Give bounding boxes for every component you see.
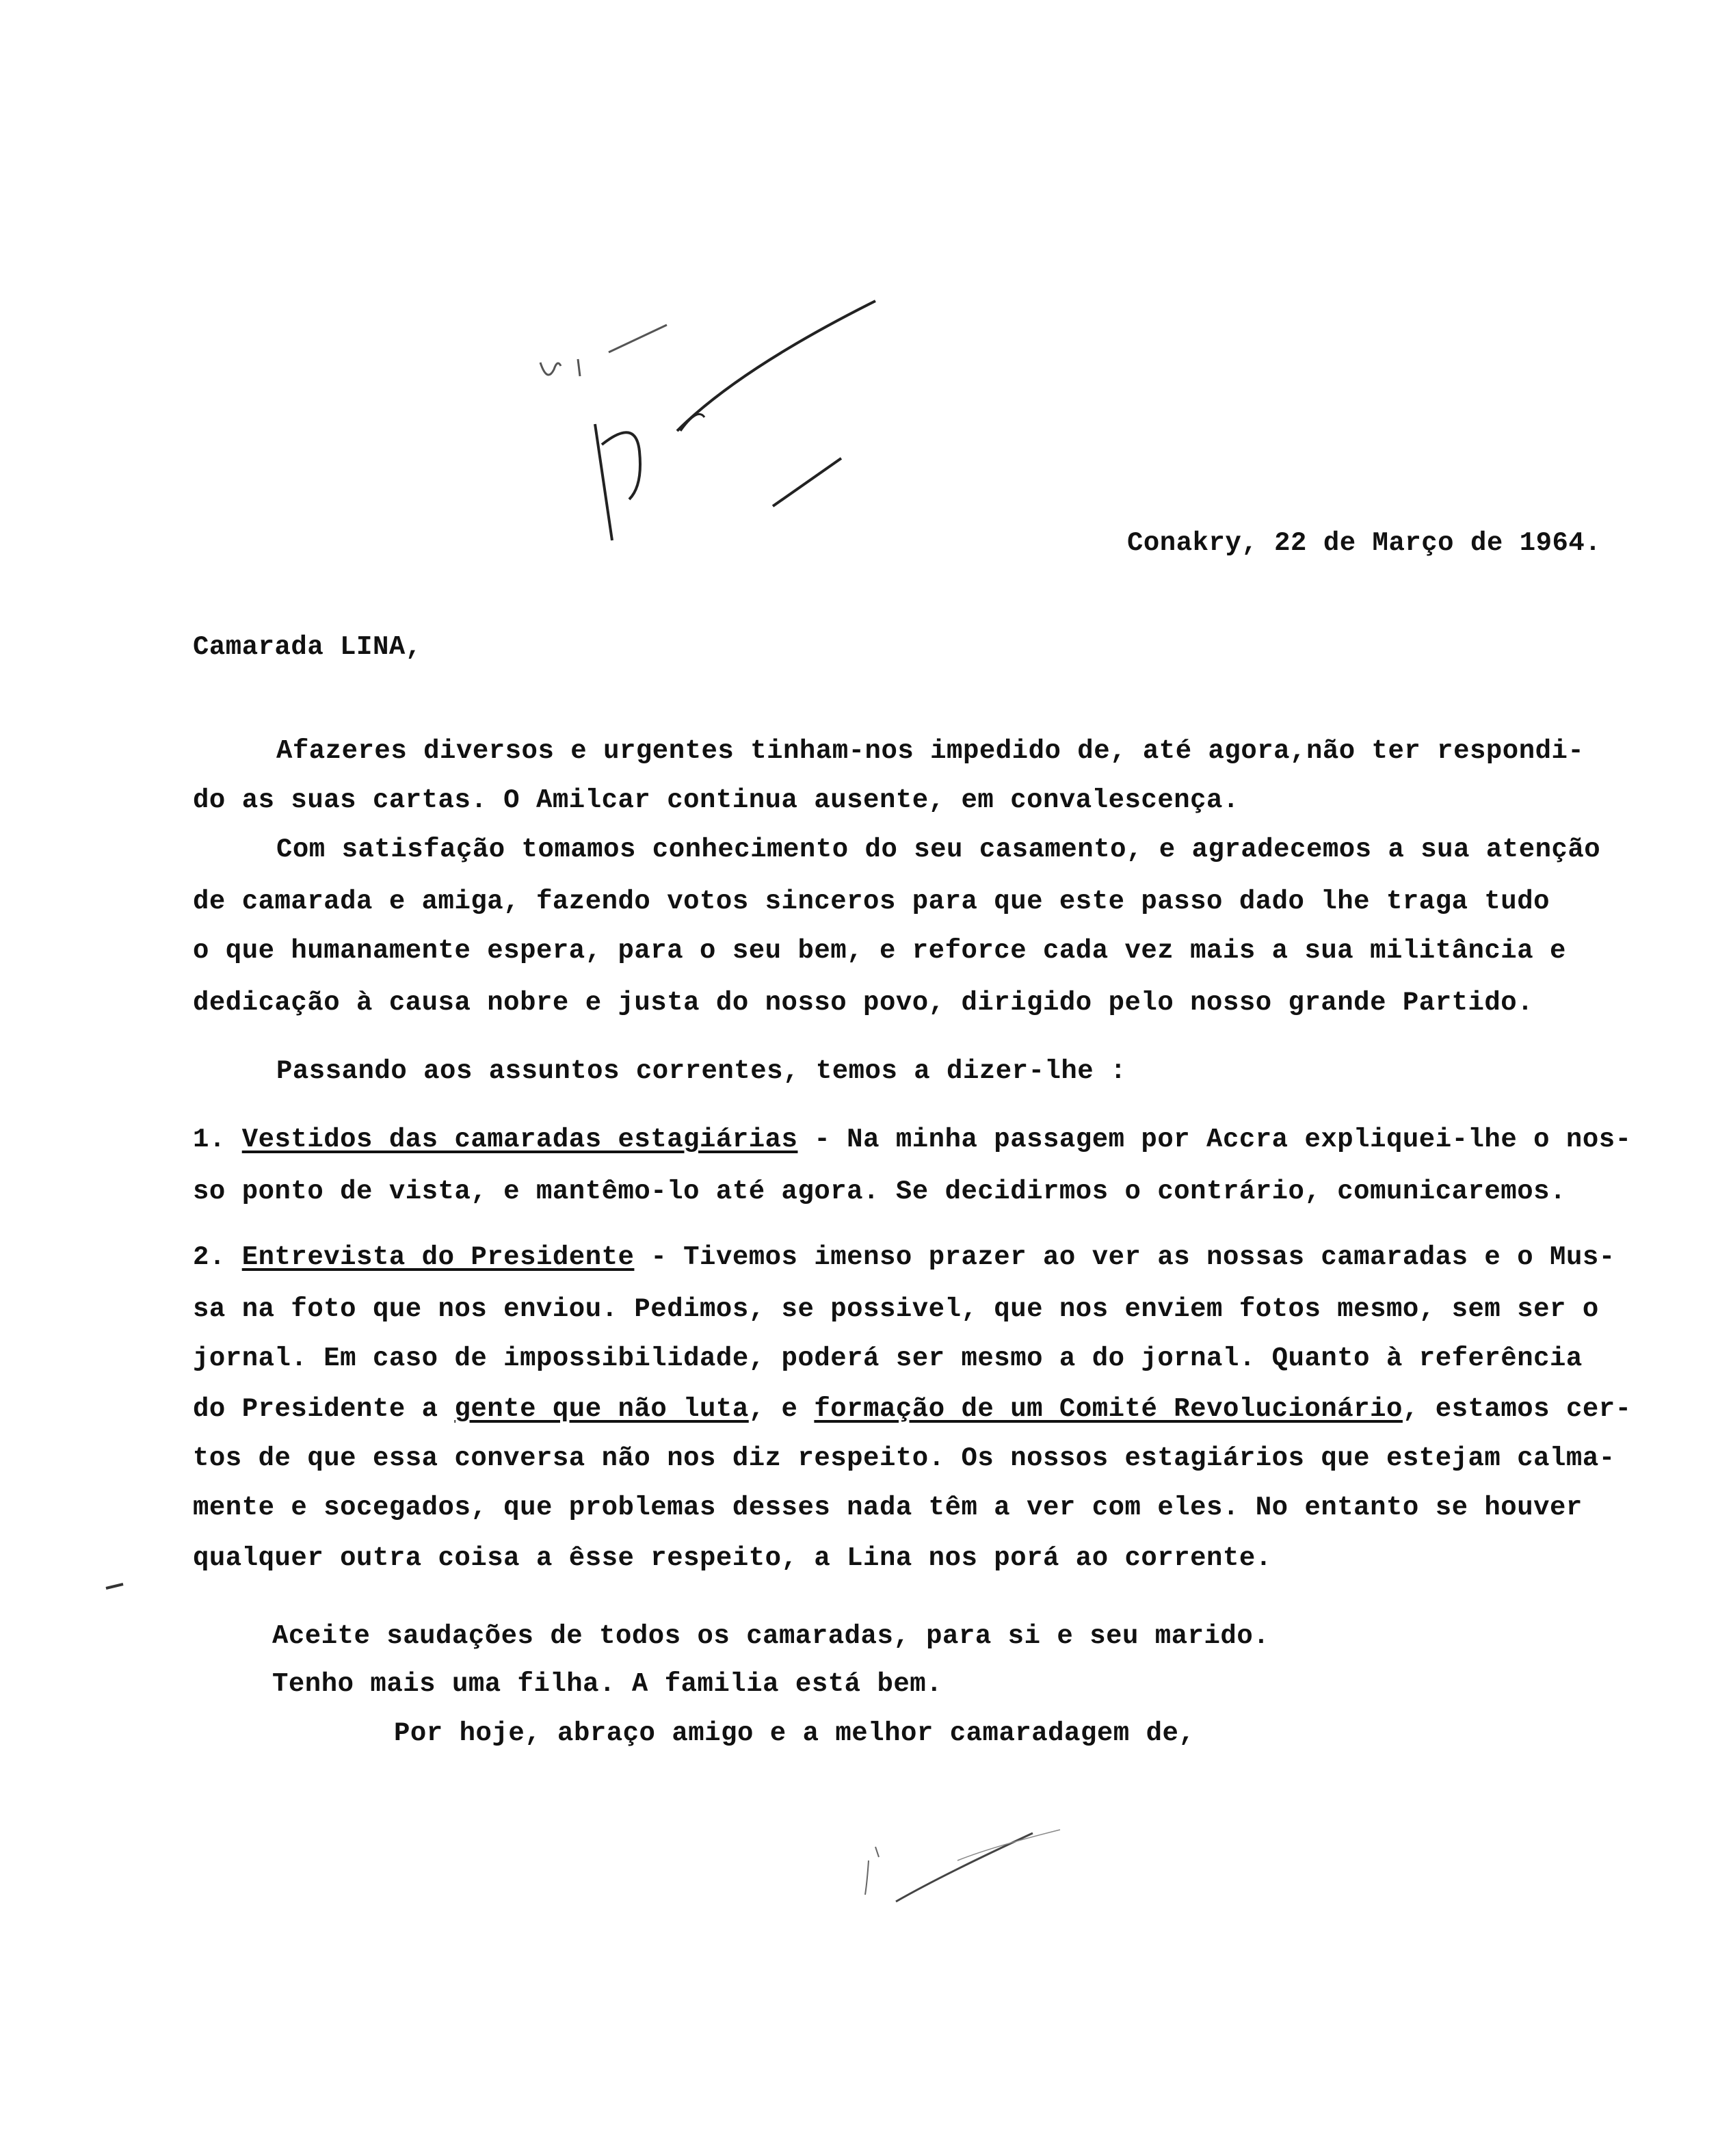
annotation-stroke-4 (595, 424, 612, 540)
annotation-stroke-7 (680, 415, 704, 432)
item-2-line-4-c: , estamos cer- (1402, 1394, 1632, 1424)
paragraph-1-line-2: do as suas cartas. O Amilcar continua ausente, em convalescença. (193, 785, 1239, 815)
signature (855, 1819, 1074, 1915)
item-2-line-2: sa na foto que nos enviou. Pedimos, se possivel, que nos enviem fotos mesmo, sem ser o (193, 1294, 1599, 1324)
paragraph-2-line-2: de camarada e amiga, fazendo votos sinceros para que este passo dado lhe traga tudo (193, 886, 1550, 917)
annotation-stroke-3 (609, 325, 667, 352)
paragraph-3-line-1: Passando aos assuntos correntes, temos a dizer-lhe : (276, 1056, 1126, 1086)
item-1-line-1 (193, 1123, 1632, 1156)
signature-stroke-1 (865, 1861, 869, 1895)
item-1-title: Vestidos das camaradas estagiárias (241, 1125, 798, 1155)
item-2-line-5: tos de que essa conversa não nos diz respeito. Os nossos estagiários que estejam calma- (193, 1443, 1615, 1473)
annotation-stroke-2 (578, 359, 580, 376)
closing-line-2: Tenho mais uma filha. A familia está bem. (272, 1669, 943, 1699)
annotation-stroke-6 (677, 301, 875, 431)
item-2-line-1-rest: - Tivemos imenso prazer ao ver as nossas camaradas e o Mus- (634, 1242, 1615, 1272)
item-2-line-3: jornal. Em caso de impossibilidade, poderá ser mesmo a do jornal. Quanto à referência (193, 1343, 1583, 1373)
annotation-stroke-5 (602, 432, 640, 499)
signature-stroke-4 (957, 1830, 1060, 1861)
paragraph-2-line-1: Com satisfação tomamos conhecimento do seu casamento, e agradecemos a sua atenção (276, 834, 1601, 865)
annotation-stroke-8 (773, 458, 841, 506)
item-2-line-4-b: , e (748, 1394, 815, 1424)
closing-line-1: Aceite saudações de todos os camaradas, para si e seu marido. (272, 1621, 1270, 1651)
item-2-line-7: qualquer outra coisa a êsse respeito, a Lina nos porá ao corrente. (193, 1543, 1272, 1573)
item-2-underlined-phrase-1: gente que não luta (454, 1394, 749, 1424)
dateline: Conakry, 22 de Março de 1964. (1127, 528, 1602, 558)
salutation: Camarada LINA, (193, 632, 422, 662)
item-2-number: 2. (193, 1242, 226, 1272)
signature-stroke-2 (875, 1847, 879, 1857)
item-2-line-4-a: do Presidente a (193, 1394, 455, 1424)
paragraph-2-line-4: dedicação à causa nobre e justa do nosso povo, dirigido pelo nosso grande Partido. (193, 988, 1534, 1018)
item-2-line-1 (193, 1241, 1615, 1274)
handwritten-annotation (520, 287, 903, 561)
item-2-line-4 (193, 1393, 1632, 1425)
item-1-line-1-rest: - Na minha passagem por Accra expliquei-lhe o nos- (797, 1125, 1632, 1155)
signature-stroke-3 (896, 1833, 1033, 1902)
paragraph-2-line-3: o que humanamente espera, para o seu bem, e reforce cada vez mais a sua militância e (193, 936, 1566, 966)
item-1-line-2: so ponto de vista, e mantêmo-lo até agora. Se decidirmos o contrário, comunicaremos. (193, 1176, 1566, 1207)
annotation-stroke-1 (540, 363, 561, 375)
item-2-line-6: mente e socegados, que problemas desses nada têm a ver com eles. No entanto se houver (193, 1493, 1583, 1523)
margin-mark (103, 1580, 130, 1594)
paragraph-1-line-1: Afazeres diversos e urgentes tinham-nos impedido de, até agora,não ter respondi- (276, 736, 1585, 766)
item-1-number: 1. (193, 1125, 226, 1155)
item-2-title: Entrevista do Presidente (241, 1242, 635, 1272)
closing-line-3: Por hoje, abraço amigo e a melhor camaradagem de, (394, 1718, 1195, 1748)
item-2-underlined-phrase-2: formação de um Comité Revolucionário (814, 1394, 1403, 1424)
